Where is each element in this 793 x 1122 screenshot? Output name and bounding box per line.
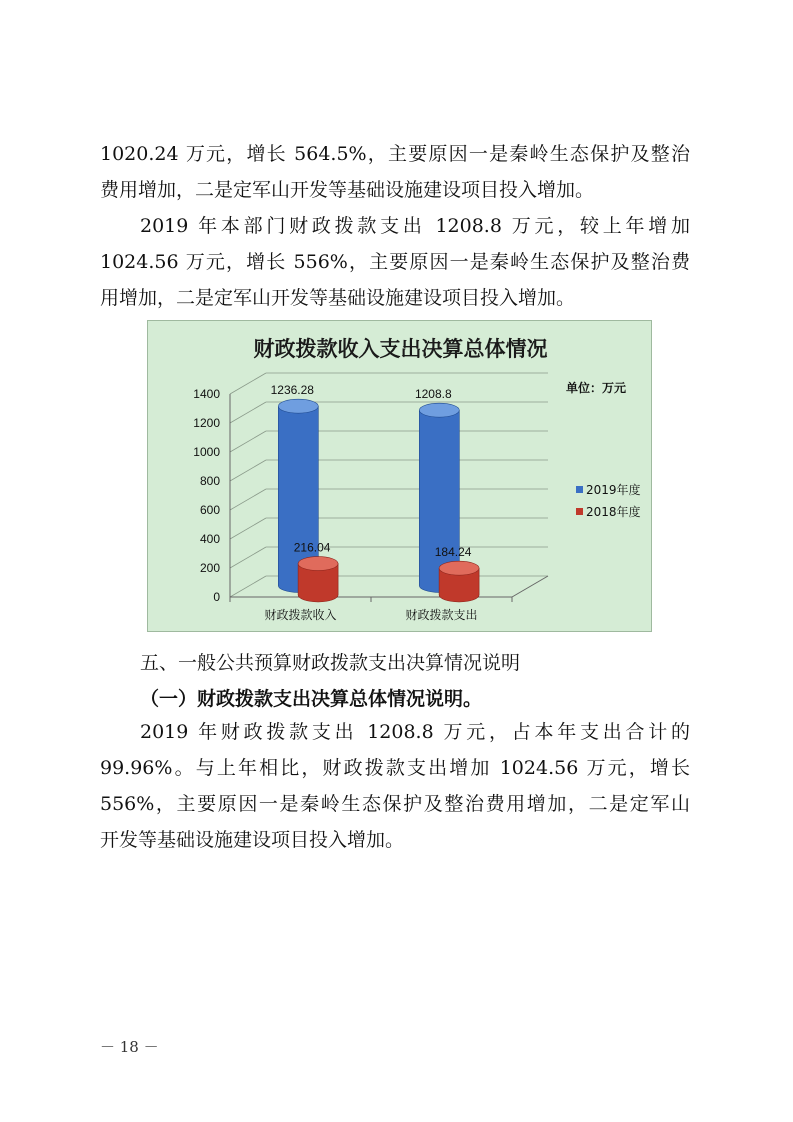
floor-edge [512,576,548,597]
paragraph-3-line-1: 2019 年财政拨款支出 1208.8 万元，占本年支出合计的 [140,721,690,743]
legend-item-2018 [576,500,641,522]
legend-swatch-2018 [576,508,583,515]
chart-unit-label: 单位：万元 [566,381,627,395]
chart-container [147,320,652,632]
paragraph-3 [100,714,690,858]
paragraph-3-line-3: 556%，主要原因一是秦岭生态保护及整治费用增加，二是定军山 [100,793,690,815]
legend-label-2018: 2018年度 [586,504,641,519]
legend-label-2019: 2019年度 [586,482,641,497]
y-tick-label-0: 0 [213,590,220,604]
chart-title: 财政拨款收入支出决算总体情况 [253,337,548,361]
bar-top-0-1 [419,403,459,417]
y-tick-label-6: 1200 [193,416,220,430]
paragraph-2 [100,208,690,316]
bar-top-1-1 [439,561,479,575]
gridline-side-6 [230,402,266,423]
y-tick-label-2: 400 [199,532,220,546]
gridline-side-5 [230,431,266,452]
legend-swatch-2019 [576,486,583,493]
x-category-label-0: 财政拨款收入 [264,608,337,622]
paragraph-2-line-3: 用增加，二是定军山开发等基础设施建设项目投入增加。 [100,287,576,309]
y-tick-label-3: 600 [199,503,220,517]
paragraph-3-line-4: 开发等基础设施建设项目投入增加。 [100,829,405,851]
x-category-label-1: 财政拨款支出 [405,608,478,622]
data-label-0-0: 1236.28 [270,383,314,398]
gridline-side-4 [230,460,266,481]
paragraph-1-line-2: 费用增加，二是定军山开发等基础设施建设项目投入增加。 [100,179,595,201]
gridline-side-7 [230,373,266,394]
gridline-side-3 [230,489,266,510]
data-label-1-0: 216.04 [293,540,331,555]
paragraph-1-line-1: 1020.24 万元，增长 564.5%，主要原因一是秦岭生态保护及整治 [100,143,690,165]
bar-top-0-0 [278,399,318,413]
data-label-1-1: 184.24 [434,545,472,560]
data-label-0-1: 1208.8 [414,387,452,402]
legend-item-2019 [576,478,641,500]
subsection-heading-1: （一）财政拨款支出决算总体情况说明。 [140,688,483,710]
section-heading-5: 五、一般公共预算财政拨款支出决算情况说明 [140,652,521,674]
y-tick-label-1: 200 [199,561,220,575]
gridline-side-1 [230,547,266,568]
y-tick-label-5: 1000 [193,445,220,459]
chart-legend [576,478,641,522]
y-tick-label-7: 1400 [193,387,220,401]
gridline-side-0 [230,576,266,597]
bar-chart-3d [148,321,653,633]
bar-top-1-0 [298,557,338,571]
page-number: － 18 － [100,1038,159,1056]
paragraph-3-line-2: 99.96%。与上年相比，财政拨款支出增加 1024.56 万元，增长 [100,757,690,779]
paragraph-2-line-2: 1024.56 万元，增长 556%，主要原因一是秦岭生态保护及整治费 [100,251,690,273]
paragraph-1 [100,136,690,208]
y-tick-label-4: 800 [199,474,220,488]
gridline-side-2 [230,518,266,539]
paragraph-2-line-1: 2019 年本部门财政拨款支出 1208.8 万元，较上年增加 [140,215,690,237]
